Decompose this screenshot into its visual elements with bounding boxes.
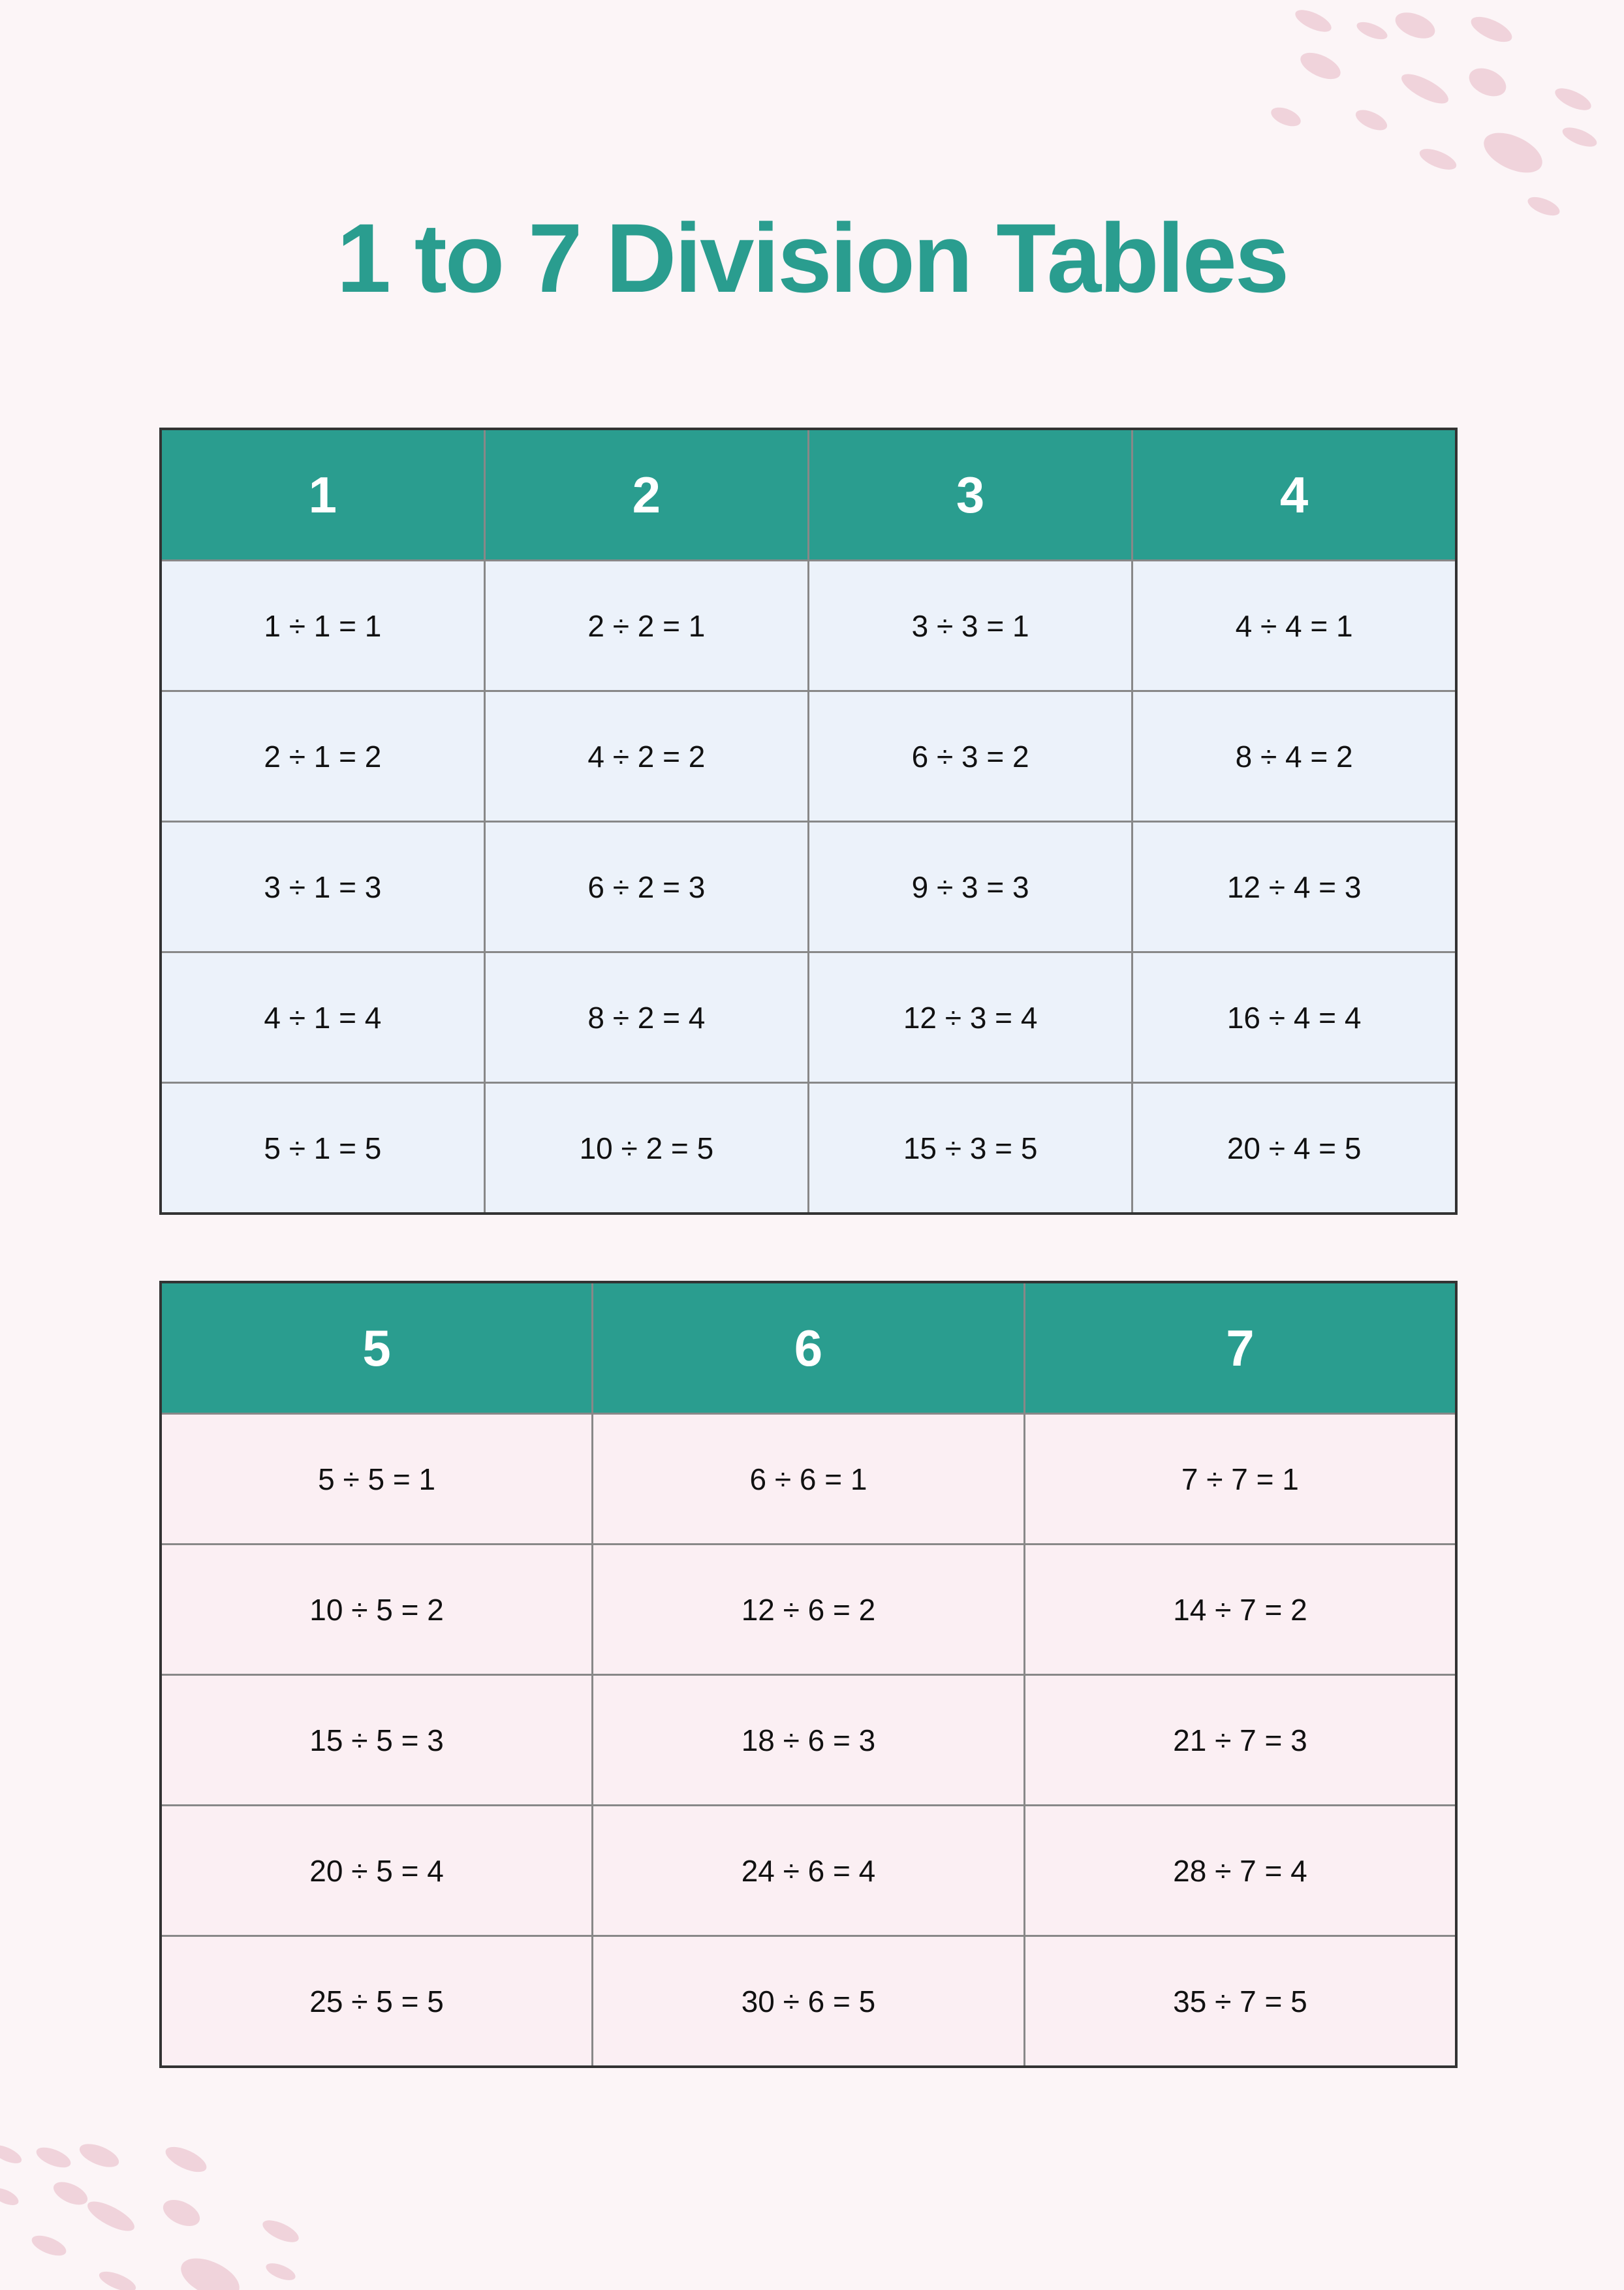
division-fact-cell: 2 ÷ 2 = 1 (484, 561, 808, 691)
division-fact-cell: 12 ÷ 6 = 2 (593, 1545, 1025, 1675)
division-fact-cell: 8 ÷ 2 = 4 (484, 952, 808, 1083)
table-body (161, 561, 1456, 1214)
division-fact-cell: 6 ÷ 2 = 3 (484, 822, 808, 952)
division-fact-cell: 10 ÷ 2 = 5 (484, 1083, 808, 1214)
division-fact-cell: 14 ÷ 7 = 2 (1024, 1545, 1456, 1675)
table-body (161, 1414, 1456, 2067)
division-fact-cell: 12 ÷ 3 = 4 (809, 952, 1132, 1083)
division-fact-cell: 4 ÷ 4 = 1 (1132, 561, 1456, 691)
division-fact-cell: 5 ÷ 1 = 5 (161, 1083, 484, 1214)
division-fact-cell: 3 ÷ 3 = 1 (809, 561, 1132, 691)
division-fact-cell: 9 ÷ 3 = 3 (809, 822, 1132, 952)
division-table-5-to-7 (159, 1281, 1458, 2068)
division-fact-cell: 21 ÷ 7 = 3 (1024, 1675, 1456, 1806)
page-title: 1 to 7 Division Tables (336, 203, 1288, 313)
division-fact-cell: 4 ÷ 2 = 2 (484, 691, 808, 822)
division-fact-cell: 18 ÷ 6 = 3 (593, 1675, 1025, 1806)
division-fact-cell: 8 ÷ 4 = 2 (1132, 691, 1456, 822)
division-fact-cell: 20 ÷ 5 = 4 (161, 1806, 593, 1936)
division-fact-cell: 3 ÷ 1 = 3 (161, 822, 484, 952)
table-row (161, 1936, 1456, 2067)
table-row (161, 822, 1456, 952)
division-table-1-to-4 (159, 428, 1458, 1215)
division-fact-cell: 10 ÷ 5 = 2 (161, 1545, 593, 1675)
division-fact-cell: 6 ÷ 6 = 1 (593, 1414, 1025, 1545)
column-header: 1 (161, 429, 484, 561)
division-fact-cell: 4 ÷ 1 = 4 (161, 952, 484, 1083)
division-fact-cell: 35 ÷ 7 = 5 (1024, 1936, 1456, 2067)
division-fact-cell: 5 ÷ 5 = 1 (161, 1414, 593, 1545)
table-row (161, 1545, 1456, 1675)
division-fact-cell: 15 ÷ 3 = 5 (809, 1083, 1132, 1214)
column-header: 6 (593, 1282, 1025, 1414)
table-row (161, 1414, 1456, 1545)
column-header: 7 (1024, 1282, 1456, 1414)
table-row (161, 1806, 1456, 1936)
division-fact-cell: 28 ÷ 7 = 4 (1024, 1806, 1456, 1936)
division-fact-cell: 1 ÷ 1 = 1 (161, 561, 484, 691)
column-header: 3 (809, 429, 1132, 561)
table-row (161, 1675, 1456, 1806)
division-fact-cell: 12 ÷ 4 = 3 (1132, 822, 1456, 952)
table-header-row (161, 429, 1456, 561)
division-fact-cell: 16 ÷ 4 = 4 (1132, 952, 1456, 1083)
division-fact-cell: 15 ÷ 5 = 3 (161, 1675, 593, 1806)
division-fact-cell: 7 ÷ 7 = 1 (1024, 1414, 1456, 1545)
column-header: 2 (484, 429, 808, 561)
table-row (161, 691, 1456, 822)
division-fact-cell: 25 ÷ 5 = 5 (161, 1936, 593, 2067)
division-fact-cell: 6 ÷ 3 = 2 (809, 691, 1132, 822)
table-header-row (161, 1282, 1456, 1414)
column-header: 4 (1132, 429, 1456, 561)
division-fact-cell: 20 ÷ 4 = 5 (1132, 1083, 1456, 1214)
table-row (161, 952, 1456, 1083)
table-row (161, 1083, 1456, 1214)
table-row (161, 561, 1456, 691)
column-header: 5 (161, 1282, 593, 1414)
division-fact-cell: 30 ÷ 6 = 5 (593, 1936, 1025, 2067)
division-fact-cell: 24 ÷ 6 = 4 (593, 1806, 1025, 1936)
division-fact-cell: 2 ÷ 1 = 2 (161, 691, 484, 822)
blob-cluster-bottom-left (0, 2139, 302, 2290)
blob-cluster-top-right (1268, 5, 1599, 219)
